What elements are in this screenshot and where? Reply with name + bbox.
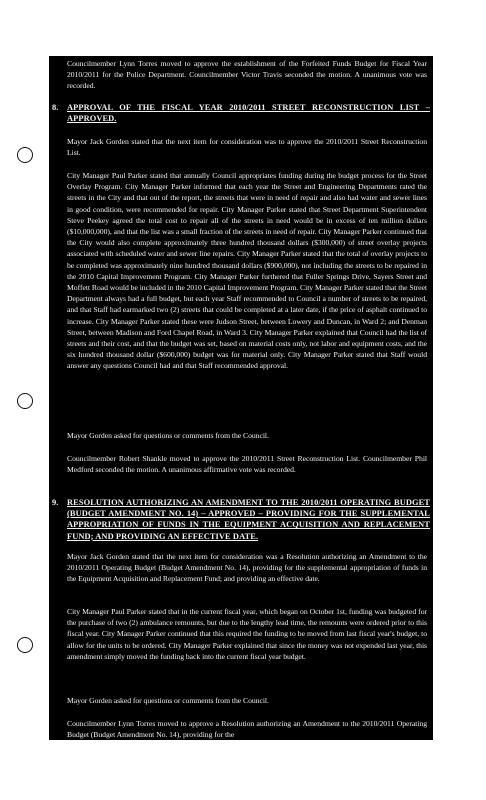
item-heading: APPROVAL OF THE FISCAL YEAR 2010/2011 STREET RECONSTRUCTION LIST – APPROVED. — [67, 103, 430, 124]
item9-paragraph-1: Mayor Jack Gorden stated that the next item for consideration was a Resolution authorizing an Amendment to the 2010/2011 Operating Budget (Budget Amendment No. 14), providing for the supplemental appropriation of funds in the Equipment Acquisition and Replacement Fund; and providing an effective date. — [67, 552, 427, 584]
binder-hole-icon — [17, 637, 33, 653]
item9-paragraph-4: Councilmember Lynn Torres moved to approve a Resolution authorizing an Amendment to the 2010/2011 Operating Budget (Budget Amendment No. 14), providing for the — [67, 719, 427, 740]
motion-paragraph: Councilmember Lynn Torres moved to approve the establishment of the Forfeited Funds Budget for Fiscal Year 2010/2011 for the Police Department. Councilmember Victor Travis seconded the motion. A unanimous vote was recorded. — [67, 59, 427, 91]
binder-hole-icon — [17, 393, 33, 409]
item8-paragraph-4: Councilmember Robert Shankle moved to approve the 2010/2011 Street Reconstruction List. Councilmember Phil Medford seconded the motion. A unanimous affirmative vote was recorded. — [67, 454, 427, 475]
item-heading: RESOLUTION AUTHORIZING AN AMENDMENT TO THE 2010/2011 OPERATING BUDGET (BUDGET AMENDMENT NO. 14) – APPROVED – PROVIDING FOR THE SUPPLEMENTAL APPROPRIATION OF FUNDS IN THE EQUIPMENT ACQUISITION AND REPLACEMENT FUND; AND PROVIDING AN EFFECTIVE DATE. — [67, 498, 430, 541]
item8-paragraph-1: Mayor Jack Gorden stated that the next item for consideration was to approve the 2010/2011 Street Reconstruction List. — [67, 137, 427, 158]
item-number: 9. — [52, 498, 59, 507]
item9-paragraph-2: City Manager Paul Parker stated that in the current fiscal year, which began on October 1st, funding was budgeted for the purchase of two (2) ambulance remounts, but due to the lengthy lead time, the remounts were ordered prior to this fiscal year. City Manager Parker continued that this required the funding to be moved from last fiscal year's budget, to allow for the units to be ordered. City Manager Parker explained that since the money was not expended last year, this amendment simply moved the funding back into the current fiscal year budget. — [67, 607, 427, 661]
item8-paragraph-3: Mayor Gorden asked for questions or comments from the Council. — [67, 431, 269, 440]
item9-paragraph-3: Mayor Gorden asked for questions or comments from the Council. — [67, 696, 269, 705]
minutes-text-block — [49, 56, 433, 740]
binder-hole-icon — [17, 147, 33, 163]
item-number: 8. — [52, 103, 59, 112]
item8-paragraph-2: City Manager Paul Parker stated that annually Council appropriates funding during the budget process for the Street Overlay Program. City Manager Parker informed that each year the Street and Engineering Departments rated the streets in the City and that out of the report, the streets that were in need of repair and also had water and sewer lines in good condition, were recommended for repair. City Manager Parker stated that Street Department Superintendent Steve Peekey agreed the total cost to repair all of the streets in need would be in excess of ten million dollars ($10,000,000), and that the list was a small fraction of the streets in need of repair. City Manager Parker continued that the City would also complete approximately three hundred thousand dollars ($300,000) of street overlay projects associated with scheduled water and sewer line repairs. City Manager Parker stated that the total of overlay projects to be completed was approximately nine hundred thousand dollars ($900,000), not including the streets to be repaired in the 2010 Capital Improvement Program. City Manager Parker furthered that Fuller Springs Drive, Sayers Street and Moffett Road would be included in the 2010 Capital Improvement Program. City Manager Parker stated that the Street Department always had a full budget, but each year Staff recommended to Council a number of streets to be repaired, and that Staff had earmarked two (2) streets that could be completed at a later date, if the price of asphalt continued to increase. City Manager Parker stated these were Judson Street, between Lowery and Duncan, in Ward 2; and Denman Street, between Madison and Ford Chapel Road, in Ward 3. City Manager Parker explained that Council had the list of streets and their cost, and that the budget was set, based on material costs only, not labor and equipment costs, and the six hundred thousand dollar ($600,000) budget was for material only. City Manager Parker stated that Staff would answer any questions Council had and that Staff recommended approval. — [67, 171, 427, 371]
